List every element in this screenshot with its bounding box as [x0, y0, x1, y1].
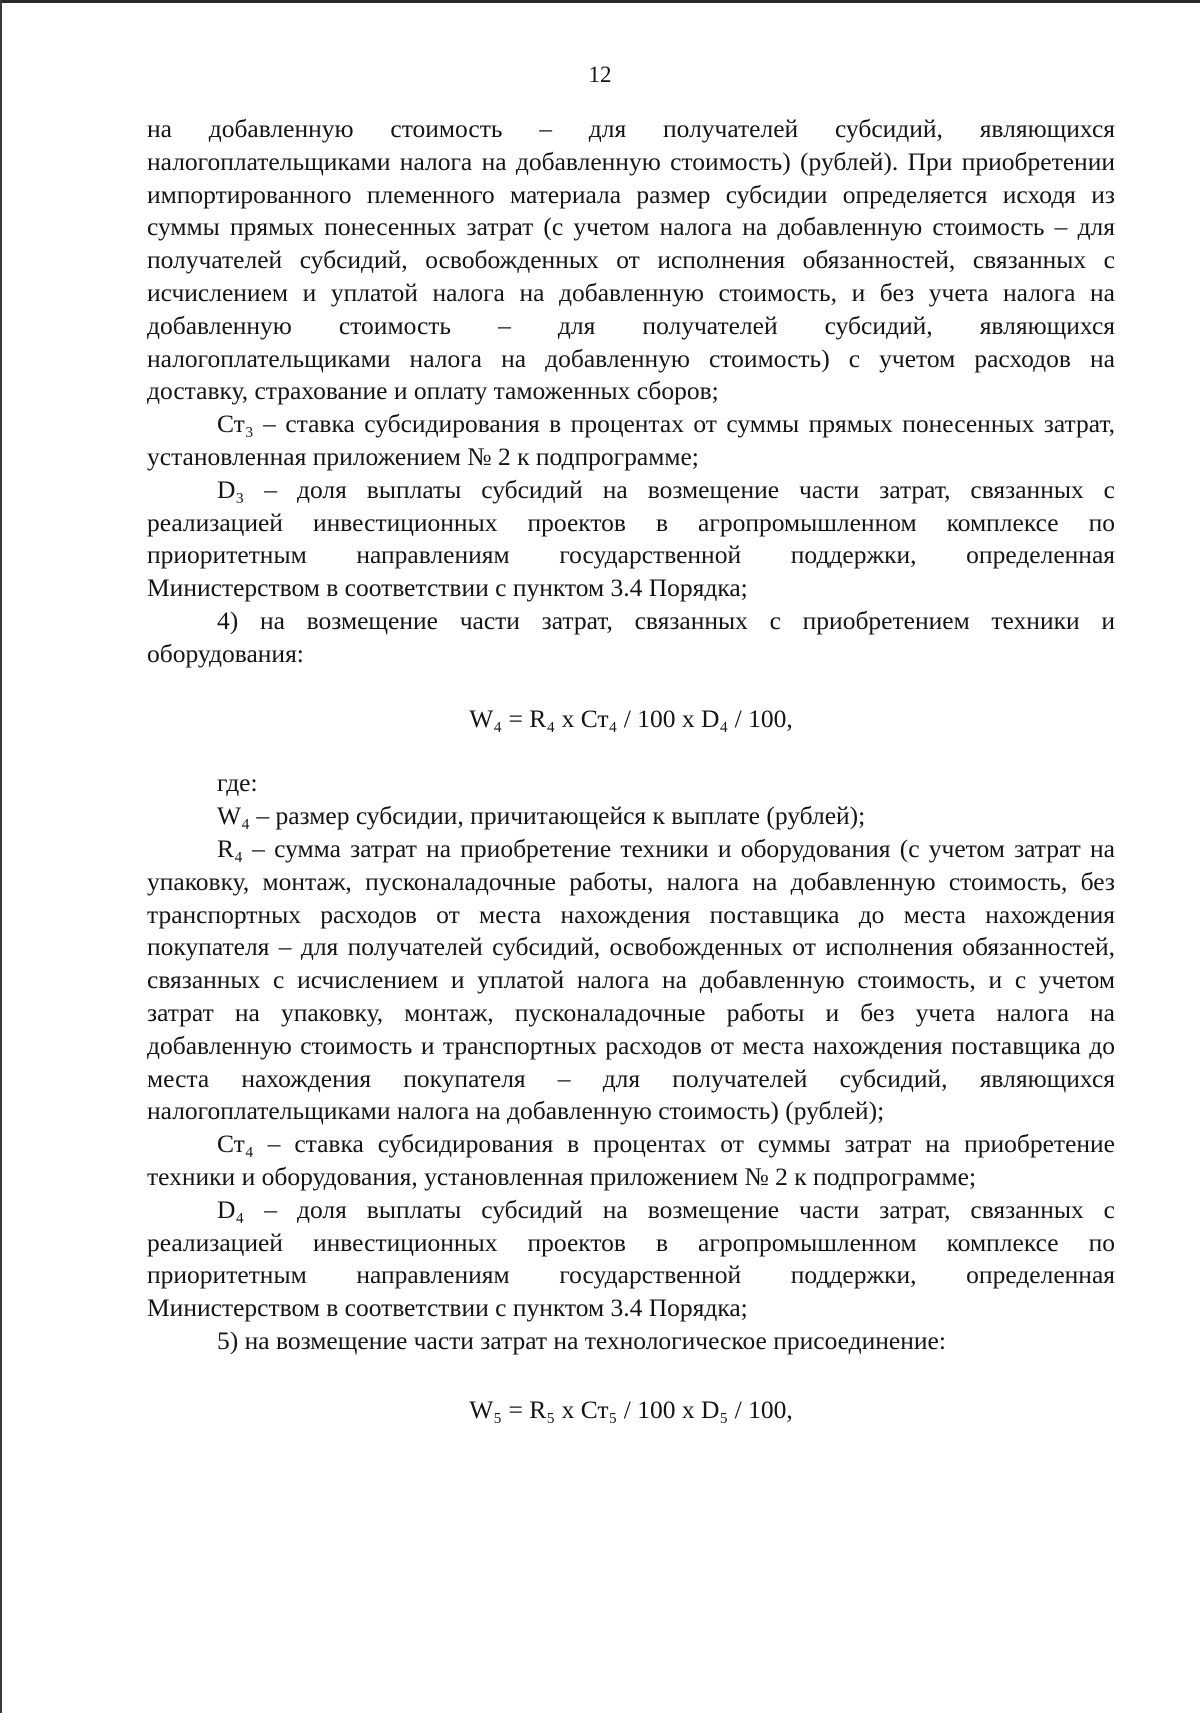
formula-w4: W₄ = R₄ x Ст₄ / 100 x D₄ / 100,: [469, 703, 793, 733]
scan-edge-top: [0, 0, 1200, 3]
definition-st4: Ст₄ – ставка субсидирования в процентах от суммы затрат на приобретение техники и оборудования, установленная приложением № 2 к подпрограмме;: [147, 1129, 1115, 1191]
document-body: [147, 113, 1115, 1426]
definition-d4: D₄ – доля выплаты субсидий на возмещение части затрат, связанных с реализацией инвестиционных проектов в агропромышленном комплексе по приоритетным направлениям государственной поддержки, определенная Министерством в соответствии с пунктом 3.4 Порядка;: [147, 1194, 1115, 1323]
scan-edge-left: [0, 0, 2, 1713]
page-number: 12: [588, 62, 612, 87]
paragraph-item-5: 5) на возмещение части затрат на технологическое присоединение:: [217, 1325, 946, 1355]
paragraph-st3-definition: Ст₃ – ставка субсидирования в процентах от суммы прямых понесенных затрат, установленная приложением № 2 к подпрограмме;: [147, 409, 1115, 471]
paragraph-item-4: 4) на возмещение части затрат, связанных с приобретением техники и оборудования:: [147, 605, 1115, 668]
paragraph-d3-definition: D₃ – доля выплаты субсидий на возмещение части затрат, связанных с реализацией инвестиционных проектов в агропромышленном комплексе по приоритетным направлениям государственной поддержки, определенная Министерством в соответствии с пунктом 3.4 Порядка;: [147, 474, 1115, 603]
definition-w4: W₄ – размер субсидии, причитающейся к выплате (рублей);: [217, 801, 866, 831]
where-label: где:: [217, 768, 258, 798]
formula-w5: W₅ = R₅ x Ст₅ / 100 x D₅ / 100,: [469, 1394, 793, 1424]
definition-r4: R₄ – сумма затрат на приобретение техники и оборудования (с учетом затрат на упаковку, монтаж, пусконаладочные работы, налога на добавленную стоимость, без транспортных расходов от места нахождения поставщика до места нахождения покупателя – для получателей субсидий, освобожденных от исполнения обязанностей, связанных с исчислением и уплатой налога на добавленную стоимость, и с учетом затрат на упаковку, монтаж, пусконаладочные работы и без учета налога на добавленную стоимость и транспортных расходов от места нахождения поставщика до места нахождения покупателя – для получателей субсидий, являющихся налогоплательщиками налога на добавленную стоимость) (рублей);: [147, 833, 1115, 1126]
paragraph-continuation: на добавленную стоимость – для получателей субсидий, являющихся налогоплательщиками налога на добавленную стоимость) (рублей). При приобретении импортированного племенного материала размер субсидии определяется исходя из суммы прямых понесенных затрат (с учетом налога на добавленную стоимость – для получателей субсидий, освобожденных от исполнения обязанностей, связанных с исчислением и уплатой налога на добавленную стоимость, и без учета налога на добавленную стоимость – для получателей субсидий, являющихся налогоплательщиками налога на добавленную стоимость) с учетом расходов на доставку, страхование и оплату таможенных сборов;: [147, 114, 1115, 406]
